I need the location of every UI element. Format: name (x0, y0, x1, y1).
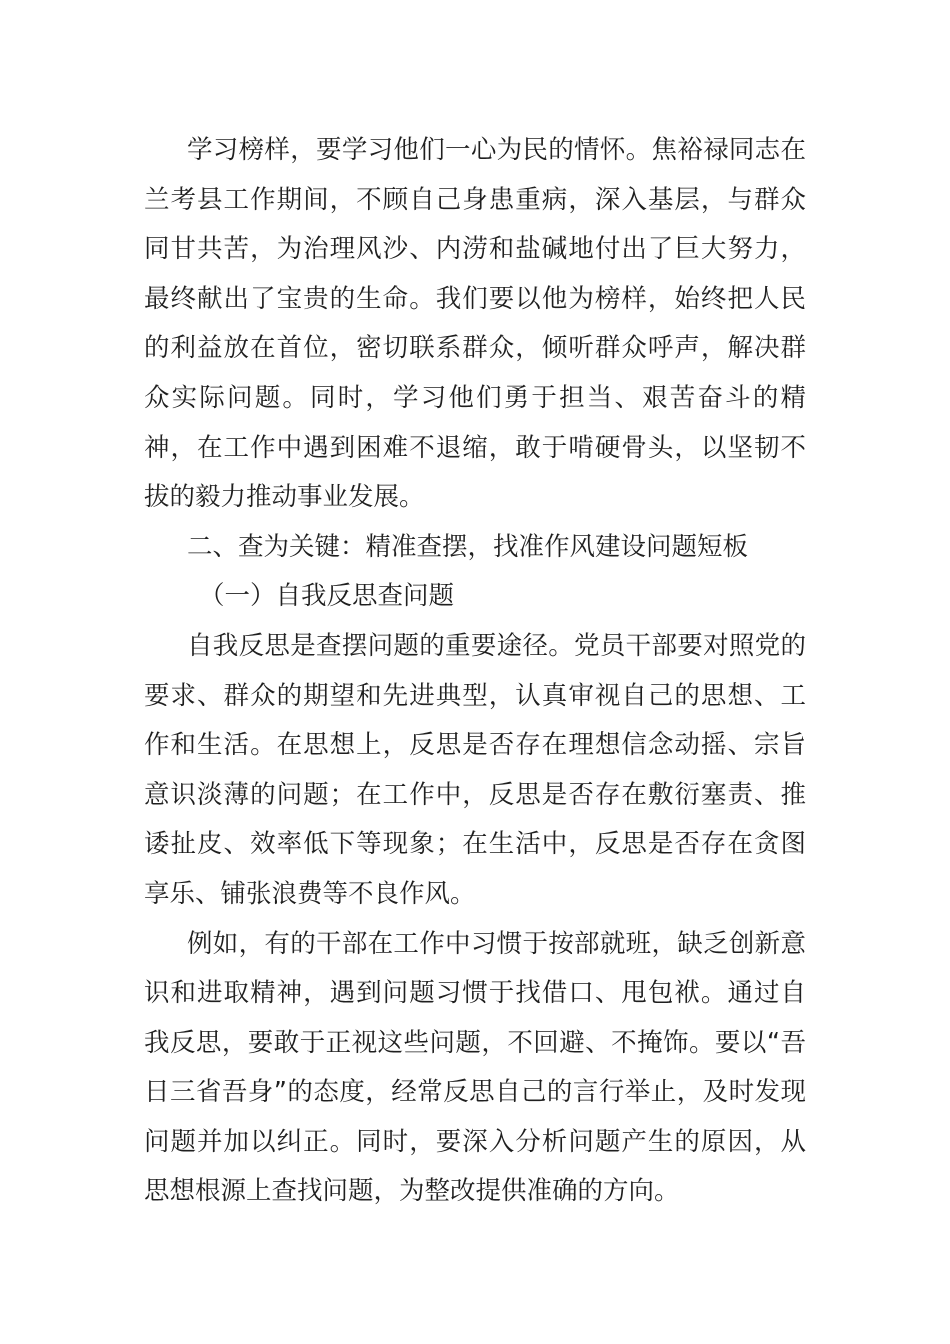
body-paragraph-example: 例如，有的干部在工作中习惯于按部就班，缺乏创新意识和进取精神，遇到问题习惯于找借口、甩包袱。通过自我反思，要敢于正视这些问题，不回避、不掩饰。要以“吾日三省吾身”的态度，经常反思自己的言行举止，及时发现问题并加以纠正。同时，要深入分析问题产生的原因，从思想根源上查找问题，为整改提供准确的方向。 (144, 928, 806, 1207)
document-body (144, 126, 806, 1217)
section-heading: 二、查为关键：精准查摆，找准作风建设问题短板 (187, 531, 749, 562)
subsection-heading: （一）自我反思查问题 (199, 581, 455, 612)
body-paragraph-role-models: 学习榜样，要学习他们一心为民的情怀。焦裕禄同志在兰考县工作期间，不顾自己身患重病，深入基层，与群众同甘共苦，为治理风沙、内涝和盐碱地付出了巨大努力，最终献出了宝贵的生命。我们要以他为榜样，始终把人民的利益放在首位，密切联系群众，倾听群众呼声，解决群众实际问题。同时，学习他们勇于担当、艰苦奋斗的精神，在工作中遇到困难不退缩，敢于啃硬骨头，以坚韧不拔的毅力推动事业发展。 (144, 135, 806, 513)
body-paragraph-self-reflection: 自我反思是查摆问题的重要途径。党员干部要对照党的要求、群众的期望和先进典型，认真审视自己的思想、工作和生活。在思想上，反思是否存在理想信念动摇、宗旨意识淡薄的问题；在工作中，反思是否存在敷衍塞责、推诿扯皮、效率低下等现象；在生活中，反思是否存在贪图享乐、铺张浪费等不良作风。 (144, 630, 806, 909)
